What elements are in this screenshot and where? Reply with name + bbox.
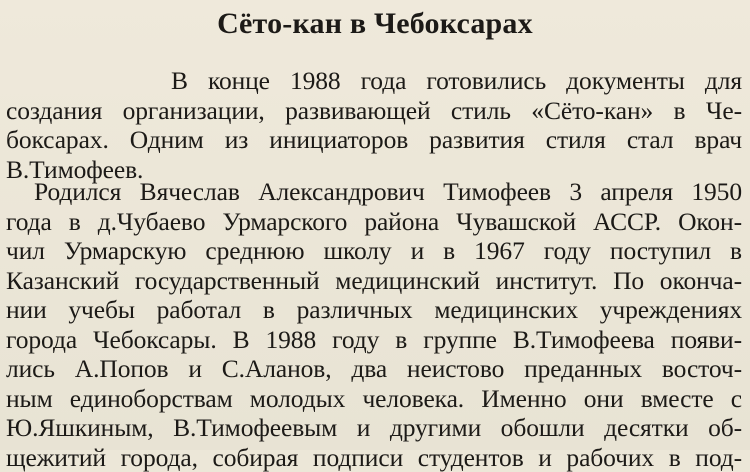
text-line: ным единоборствам молодых человека. Именно они вместе с <box>6 384 742 414</box>
text-line: Казанский государственный медицинский институт. По оконча- <box>6 266 742 296</box>
text-line: боксарах. Одним из инициаторов развития стиля стал врач <box>6 125 742 155</box>
text-line: Родился Вячеслав Александрович Тимофеев 3 апреля 1950 <box>6 177 742 207</box>
text-line: создания организации, развивающей стиль «Сёто-кан» в Че- <box>6 96 742 126</box>
text-line: щежитий города, собирая подписи студентов и рабочих в под- <box>6 443 742 472</box>
text-line: лись А.Попов и С.Аланов, два неистово преданных восточ- <box>6 354 742 384</box>
paragraph-1 <box>6 66 742 184</box>
paragraph-2 <box>6 177 742 472</box>
text-line: Ю.Яшкиным, В.Тимофеевым и другими обошли десятки об- <box>6 413 742 443</box>
article-title: Сёто-кан в Чебоксарах <box>0 4 750 44</box>
text-line: В.Тимофеев. <box>6 155 742 185</box>
text-line: года в д.Чубаево Урмарского района Чувашской АССР. Окон- <box>6 207 742 237</box>
text-line: чил Урмарскую среднюю школу и в 1967 году поступил в <box>6 236 742 266</box>
text-line: города Чебоксары. В 1988 году в группе В.Тимофеева появи- <box>6 325 742 355</box>
text-line: нии учебы работал в различных медицинских учреждениях <box>6 295 742 325</box>
text-line: В конце 1988 года готовились документы для <box>6 66 742 96</box>
